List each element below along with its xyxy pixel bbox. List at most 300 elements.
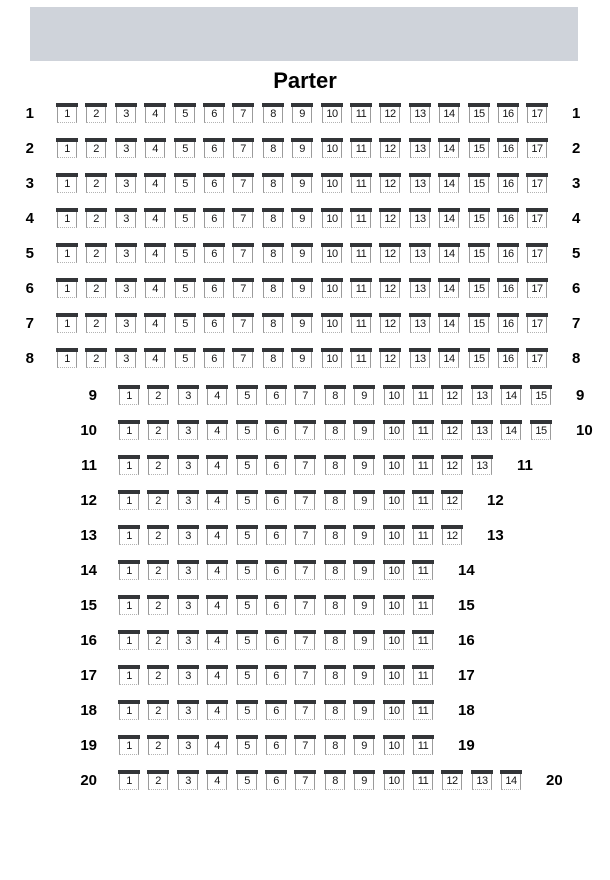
seat[interactable] — [232, 173, 254, 194]
seat[interactable] — [468, 313, 490, 334]
seat[interactable] — [203, 173, 225, 194]
seat[interactable] — [236, 700, 258, 721]
seat[interactable] — [144, 348, 166, 369]
seat[interactable] — [203, 348, 225, 369]
seat[interactable] — [147, 560, 169, 581]
seat[interactable] — [265, 735, 287, 756]
seat[interactable] — [291, 138, 313, 159]
seat[interactable] — [379, 208, 401, 229]
seat[interactable] — [526, 348, 548, 369]
seat[interactable] — [526, 208, 548, 229]
seat[interactable] — [412, 735, 434, 756]
seat[interactable] — [85, 103, 107, 124]
seat[interactable] — [497, 173, 519, 194]
seat[interactable] — [294, 490, 316, 511]
seat[interactable] — [441, 420, 463, 441]
seat[interactable] — [236, 420, 258, 441]
seat[interactable] — [206, 385, 228, 406]
seat[interactable] — [500, 770, 522, 791]
seat[interactable] — [294, 595, 316, 616]
seat[interactable] — [177, 420, 199, 441]
seat[interactable] — [147, 525, 169, 546]
seat[interactable] — [383, 525, 405, 546]
seat[interactable] — [236, 455, 258, 476]
seat[interactable] — [118, 735, 140, 756]
seat[interactable] — [350, 348, 372, 369]
seat[interactable] — [115, 243, 137, 264]
seat[interactable] — [438, 278, 460, 299]
seat[interactable] — [324, 700, 346, 721]
seat[interactable] — [144, 138, 166, 159]
seat[interactable] — [56, 103, 78, 124]
seat[interactable] — [203, 313, 225, 334]
seat[interactable] — [441, 490, 463, 511]
seat[interactable] — [294, 700, 316, 721]
row-label-right: 9 — [576, 387, 585, 404]
seat[interactable] — [115, 278, 137, 299]
seat[interactable] — [350, 138, 372, 159]
seat[interactable] — [321, 173, 343, 194]
seat[interactable] — [206, 630, 228, 651]
seat[interactable] — [85, 208, 107, 229]
seat[interactable] — [206, 595, 228, 616]
seat[interactable] — [409, 243, 431, 264]
seat[interactable] — [174, 348, 196, 369]
seat[interactable] — [177, 770, 199, 791]
seat[interactable] — [468, 243, 490, 264]
seat[interactable] — [236, 490, 258, 511]
seat[interactable] — [438, 103, 460, 124]
seat[interactable] — [526, 278, 548, 299]
seat[interactable] — [412, 770, 434, 791]
seat[interactable] — [291, 208, 313, 229]
seat[interactable] — [321, 278, 343, 299]
seat[interactable] — [147, 665, 169, 686]
seat[interactable] — [383, 735, 405, 756]
seat[interactable] — [321, 243, 343, 264]
seat[interactable] — [409, 208, 431, 229]
seat[interactable] — [174, 138, 196, 159]
seat[interactable] — [85, 173, 107, 194]
seat[interactable] — [324, 735, 346, 756]
seat[interactable] — [526, 313, 548, 334]
seat[interactable] — [412, 525, 434, 546]
seat[interactable] — [115, 313, 137, 334]
seat[interactable] — [56, 173, 78, 194]
seat[interactable] — [471, 770, 493, 791]
seat[interactable] — [115, 348, 137, 369]
seat[interactable] — [379, 278, 401, 299]
seat[interactable] — [232, 103, 254, 124]
seat[interactable] — [206, 735, 228, 756]
seat[interactable] — [147, 700, 169, 721]
seat[interactable] — [379, 103, 401, 124]
seat[interactable] — [174, 243, 196, 264]
seat[interactable] — [294, 735, 316, 756]
seat[interactable] — [353, 595, 375, 616]
seat[interactable] — [468, 103, 490, 124]
seat[interactable] — [236, 385, 258, 406]
seat[interactable] — [206, 455, 228, 476]
seat[interactable] — [174, 208, 196, 229]
seat[interactable] — [294, 665, 316, 686]
seat[interactable] — [56, 313, 78, 334]
seat[interactable] — [497, 103, 519, 124]
seat[interactable] — [353, 630, 375, 651]
seat[interactable] — [203, 138, 225, 159]
seat[interactable] — [232, 313, 254, 334]
seat[interactable] — [526, 173, 548, 194]
seat[interactable] — [409, 348, 431, 369]
seat[interactable] — [471, 455, 493, 476]
seat[interactable] — [236, 560, 258, 581]
seat[interactable] — [232, 138, 254, 159]
seat[interactable] — [85, 138, 107, 159]
row-label-left: 5 — [25, 245, 34, 262]
seat[interactable] — [118, 665, 140, 686]
seat[interactable] — [262, 103, 284, 124]
seat[interactable] — [203, 243, 225, 264]
seat[interactable] — [115, 208, 137, 229]
seat[interactable] — [468, 278, 490, 299]
seat[interactable] — [118, 770, 140, 791]
seat[interactable] — [115, 173, 137, 194]
seat[interactable] — [174, 173, 196, 194]
seat[interactable] — [147, 420, 169, 441]
seat[interactable] — [144, 173, 166, 194]
seat[interactable] — [409, 173, 431, 194]
seat[interactable] — [379, 138, 401, 159]
seat[interactable] — [497, 313, 519, 334]
seat[interactable] — [291, 278, 313, 299]
seat[interactable] — [177, 385, 199, 406]
seat[interactable] — [353, 770, 375, 791]
seat[interactable] — [147, 490, 169, 511]
seat[interactable] — [353, 455, 375, 476]
seat[interactable] — [262, 313, 284, 334]
seat[interactable] — [412, 665, 434, 686]
seat[interactable] — [294, 560, 316, 581]
seat[interactable] — [526, 243, 548, 264]
seat[interactable] — [471, 420, 493, 441]
seat[interactable] — [383, 385, 405, 406]
seat[interactable] — [262, 138, 284, 159]
seat[interactable] — [379, 313, 401, 334]
seat[interactable] — [294, 385, 316, 406]
seat[interactable] — [324, 560, 346, 581]
seat[interactable] — [353, 385, 375, 406]
seat[interactable] — [206, 560, 228, 581]
seat[interactable] — [177, 630, 199, 651]
seat[interactable] — [324, 420, 346, 441]
seat[interactable] — [265, 490, 287, 511]
seat[interactable] — [350, 278, 372, 299]
seat[interactable] — [85, 313, 107, 334]
seat[interactable] — [291, 103, 313, 124]
seat[interactable] — [118, 560, 140, 581]
seat[interactable] — [174, 103, 196, 124]
seat[interactable] — [56, 138, 78, 159]
seat[interactable] — [144, 103, 166, 124]
seat-number: 10 — [322, 282, 342, 298]
seat[interactable] — [468, 208, 490, 229]
seat-number: 8 — [325, 669, 345, 685]
seat[interactable] — [353, 560, 375, 581]
seat[interactable] — [177, 735, 199, 756]
seat[interactable] — [85, 278, 107, 299]
seat[interactable] — [118, 525, 140, 546]
seat[interactable] — [321, 313, 343, 334]
seat[interactable] — [412, 700, 434, 721]
seat[interactable] — [265, 665, 287, 686]
seat[interactable] — [262, 208, 284, 229]
seat-number: 4 — [207, 494, 227, 510]
seat[interactable] — [206, 525, 228, 546]
seat[interactable] — [262, 348, 284, 369]
seat[interactable] — [324, 385, 346, 406]
seat[interactable] — [206, 700, 228, 721]
seat[interactable] — [383, 665, 405, 686]
seat[interactable] — [294, 525, 316, 546]
seat[interactable] — [441, 385, 463, 406]
seat[interactable] — [468, 138, 490, 159]
seat[interactable] — [324, 630, 346, 651]
seat[interactable] — [353, 490, 375, 511]
seat[interactable] — [144, 208, 166, 229]
seat[interactable] — [379, 243, 401, 264]
seat[interactable] — [350, 103, 372, 124]
seat[interactable] — [438, 348, 460, 369]
seat[interactable] — [350, 243, 372, 264]
seat[interactable] — [115, 138, 137, 159]
seat[interactable] — [412, 560, 434, 581]
seat[interactable] — [294, 770, 316, 791]
seat-number: 11 — [351, 317, 371, 333]
seat[interactable] — [56, 348, 78, 369]
seat[interactable] — [203, 103, 225, 124]
row-label-right: 4 — [572, 210, 581, 227]
seat[interactable] — [294, 455, 316, 476]
seat[interactable] — [291, 173, 313, 194]
seat[interactable] — [324, 595, 346, 616]
seat-number: 4 — [145, 282, 165, 298]
seat[interactable] — [232, 348, 254, 369]
seat-row — [0, 560, 610, 581]
seat[interactable] — [500, 420, 522, 441]
seat[interactable] — [530, 385, 552, 406]
seat[interactable] — [438, 138, 460, 159]
seat[interactable] — [500, 385, 522, 406]
seat[interactable] — [147, 455, 169, 476]
seat[interactable] — [383, 595, 405, 616]
seat[interactable] — [353, 665, 375, 686]
seat[interactable] — [56, 278, 78, 299]
seat[interactable] — [324, 490, 346, 511]
seat[interactable] — [177, 700, 199, 721]
seat[interactable] — [177, 490, 199, 511]
seat[interactable] — [265, 595, 287, 616]
seat[interactable] — [174, 278, 196, 299]
seat[interactable] — [206, 770, 228, 791]
seat[interactable] — [412, 630, 434, 651]
seat[interactable] — [412, 420, 434, 441]
seat[interactable] — [321, 103, 343, 124]
seat[interactable] — [262, 278, 284, 299]
seat[interactable] — [321, 348, 343, 369]
seat[interactable] — [232, 243, 254, 264]
seat[interactable] — [265, 560, 287, 581]
seat[interactable] — [441, 525, 463, 546]
seat[interactable] — [118, 700, 140, 721]
seat[interactable] — [350, 208, 372, 229]
seat[interactable] — [232, 208, 254, 229]
seat[interactable] — [118, 630, 140, 651]
seat[interactable] — [262, 173, 284, 194]
seat-number: 3 — [178, 739, 198, 755]
seat[interactable] — [412, 385, 434, 406]
seat[interactable] — [147, 595, 169, 616]
seat[interactable] — [353, 735, 375, 756]
seat[interactable] — [379, 173, 401, 194]
seat[interactable] — [56, 208, 78, 229]
seat[interactable] — [468, 348, 490, 369]
seat[interactable] — [441, 455, 463, 476]
seat[interactable] — [236, 770, 258, 791]
seat[interactable] — [56, 243, 78, 264]
seat[interactable] — [177, 595, 199, 616]
seat[interactable] — [324, 770, 346, 791]
seat[interactable] — [147, 735, 169, 756]
seat[interactable] — [265, 630, 287, 651]
seat[interactable] — [265, 455, 287, 476]
seat[interactable] — [147, 385, 169, 406]
seat[interactable] — [265, 420, 287, 441]
seat[interactable] — [236, 630, 258, 651]
seat-number: 9 — [292, 352, 312, 368]
seat-number: 3 — [116, 177, 136, 193]
seat[interactable] — [497, 208, 519, 229]
seat[interactable] — [409, 313, 431, 334]
seat[interactable] — [174, 313, 196, 334]
seat[interactable] — [412, 490, 434, 511]
seat[interactable] — [497, 138, 519, 159]
seat[interactable] — [115, 103, 137, 124]
seat[interactable] — [232, 278, 254, 299]
seat-number: 10 — [384, 599, 404, 615]
seat[interactable] — [147, 770, 169, 791]
seat[interactable] — [350, 313, 372, 334]
seat[interactable] — [144, 278, 166, 299]
seat[interactable] — [236, 665, 258, 686]
seat[interactable] — [324, 525, 346, 546]
seat[interactable] — [383, 420, 405, 441]
seat[interactable] — [409, 278, 431, 299]
seat[interactable] — [118, 420, 140, 441]
seat[interactable] — [236, 735, 258, 756]
row-label-left: 16 — [80, 632, 97, 649]
seat[interactable] — [321, 138, 343, 159]
seat[interactable] — [409, 103, 431, 124]
seat-number: 16 — [498, 247, 518, 263]
seat[interactable] — [294, 420, 316, 441]
seat-number: 2 — [148, 634, 168, 650]
seat[interactable] — [177, 560, 199, 581]
seat[interactable] — [236, 595, 258, 616]
seat[interactable] — [324, 455, 346, 476]
seat[interactable] — [383, 770, 405, 791]
seat[interactable] — [438, 313, 460, 334]
seat[interactable] — [383, 455, 405, 476]
seat[interactable] — [438, 208, 460, 229]
seat[interactable] — [353, 700, 375, 721]
seat[interactable] — [379, 348, 401, 369]
seat[interactable] — [265, 770, 287, 791]
seat[interactable] — [265, 700, 287, 721]
seat[interactable] — [118, 595, 140, 616]
seat[interactable] — [409, 138, 431, 159]
seat[interactable] — [291, 243, 313, 264]
seat[interactable] — [353, 525, 375, 546]
seat[interactable] — [177, 665, 199, 686]
seat[interactable] — [85, 348, 107, 369]
seat[interactable] — [294, 630, 316, 651]
seat[interactable] — [441, 770, 463, 791]
seat[interactable] — [350, 173, 372, 194]
seat[interactable] — [206, 420, 228, 441]
seat[interactable] — [265, 385, 287, 406]
seat[interactable] — [468, 173, 490, 194]
seat[interactable] — [471, 385, 493, 406]
seat[interactable] — [144, 243, 166, 264]
seat[interactable] — [118, 385, 140, 406]
seat[interactable] — [497, 278, 519, 299]
seat[interactable] — [526, 103, 548, 124]
seat[interactable] — [383, 700, 405, 721]
seat-number: 13 — [410, 317, 430, 333]
seat[interactable] — [291, 313, 313, 334]
seat[interactable] — [118, 490, 140, 511]
seat[interactable] — [177, 525, 199, 546]
seat[interactable] — [353, 420, 375, 441]
seat[interactable] — [324, 665, 346, 686]
seat[interactable] — [291, 348, 313, 369]
seat[interactable] — [412, 595, 434, 616]
seat[interactable] — [438, 173, 460, 194]
seat[interactable] — [265, 525, 287, 546]
seat[interactable] — [412, 455, 434, 476]
seat[interactable] — [203, 208, 225, 229]
seat[interactable] — [236, 525, 258, 546]
seat[interactable] — [321, 208, 343, 229]
seat[interactable] — [177, 455, 199, 476]
seat[interactable] — [147, 630, 169, 651]
seat[interactable] — [262, 243, 284, 264]
seat[interactable] — [530, 420, 552, 441]
seat[interactable] — [497, 243, 519, 264]
seat[interactable] — [383, 630, 405, 651]
seat[interactable] — [85, 243, 107, 264]
seat[interactable] — [497, 348, 519, 369]
seat[interactable] — [144, 313, 166, 334]
seat[interactable] — [526, 138, 548, 159]
seat[interactable] — [206, 490, 228, 511]
seat[interactable] — [206, 665, 228, 686]
seat[interactable] — [438, 243, 460, 264]
seat[interactable] — [118, 455, 140, 476]
seat[interactable] — [203, 278, 225, 299]
seat[interactable] — [383, 490, 405, 511]
seat[interactable] — [383, 560, 405, 581]
